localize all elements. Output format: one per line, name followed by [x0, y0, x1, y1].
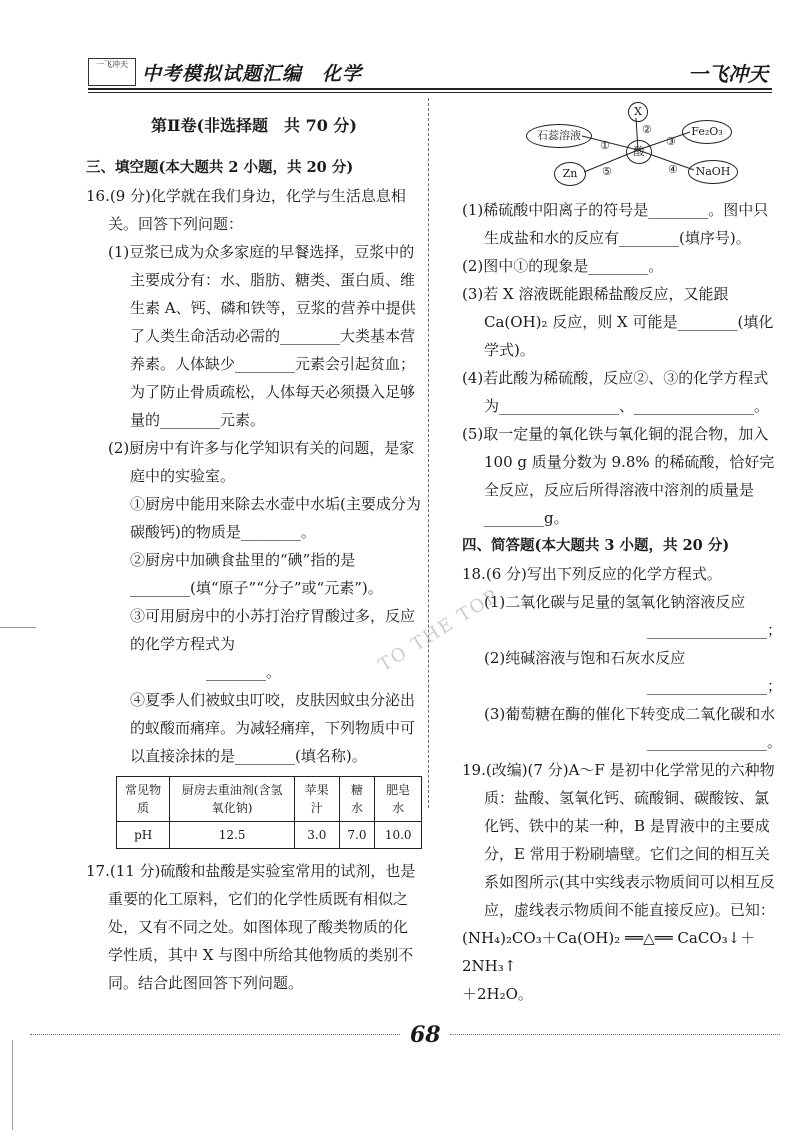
label-4: ④: [668, 163, 678, 176]
right-column: [462, 98, 782, 1008]
label-2: ②: [642, 123, 652, 136]
q17-part5: (5)取一定量的氧化铁与氧化铜的混合物，加入 100 g 质量分数为 9.8% 的稀硫酸，恰好完全反应，反应后所得溶液中溶剂的质量是________g。: [462, 425, 775, 527]
margin-mark: [12, 1040, 13, 1130]
ph-cell: 苹果汁: [294, 777, 339, 822]
q17-head: 17.(11 分)硫酸和盐酸是实验室常用的试剂，也是重要的化工原料，它们的化学性质既有相似之处，又有不同之处。如图体现了酸类物质的化学性质，其中 X 与图中所给其他物质的类别不同。结合此图回答下列问题。: [86, 862, 416, 992]
q18-a1: (1)二氧化碳与足量的氢氧化钠溶液反应: [484, 593, 746, 611]
label-5: ⑤: [602, 165, 612, 178]
q18-a2-blank: ________________；: [646, 677, 782, 695]
q18-a1-blank: ________________；: [646, 621, 782, 639]
section-title: 第Ⅱ卷(非选择题 共 70 分): [150, 116, 358, 135]
header-brand: 一飞冲天: [688, 62, 768, 86]
footer-rule-right: [450, 1034, 780, 1035]
q16-sub3-blank: ________。: [206, 663, 282, 681]
page-number: 68: [410, 1022, 441, 1048]
ph-cell: 3.0: [294, 822, 339, 849]
header-logo: 一飞冲天: [88, 58, 136, 86]
header-rule: [88, 88, 772, 90]
q17-part3: (3)若 X 溶液既能跟稀盐酸反应，又能跟 Ca(OH)₂ 反应，则 X 可能是________(填化学式)。: [462, 285, 774, 359]
q16-part2: (2)厨房中有许多与化学知识有关的问题，是家庭中的实验室。: [108, 439, 415, 485]
header-title: 中考模拟试题汇编 化学: [142, 63, 363, 85]
node-acid: 酸: [626, 140, 652, 164]
q16-head: 16.(9 分)化学就在我们身边，化学与生活息息相关。回答下列问题：: [86, 187, 406, 233]
q19-equation-cont: ＋2H₂O。: [462, 985, 533, 1003]
ph-cell: 肥皂水: [375, 777, 422, 822]
q16-sub1: ①厨房中能用来除去水壶中水垢(主要成分为碳酸钙)的物质是________。: [130, 495, 421, 541]
header-rule-thin: [88, 92, 772, 93]
q16-sub4: ④夏季人们被蚊虫叮咬，皮肤因蚊虫分泌出的蚁酸而痛痒。为减轻痛痒，下列物质中可以直接涂抹的是________(填名称)。: [130, 691, 416, 765]
node-litmus: 石蕊溶液: [526, 124, 592, 148]
margin-dash: [0, 627, 36, 628]
ph-cell: 7.0: [339, 822, 375, 849]
q18-a3-blank: ________________。: [646, 733, 782, 751]
ph-cell: pH: [117, 822, 170, 849]
sec4-title: 四、简答题(本大题共 3 小题，共 20 分): [462, 537, 730, 554]
ph-cell: 10.0: [375, 822, 422, 849]
q16-part1: (1)豆浆已成为众多家庭的早餐选择，豆浆中的主要成分有：水、脂肪、糖类、蛋白质、维生素 A、钙、磷和铁等，豆浆的营养中提供了人类生命活动必需的________大类基本营养素。人体缺少________元素会引起贫血；为了防止骨质疏松，人体每天必须摄入足够量的________元素。: [108, 243, 416, 429]
q16-sub3: ③可用厨房中的小苏打治疗胃酸过多，反应的化学方程式为: [130, 607, 416, 653]
sec3-title: 三、填空题(本大题共 2 小题，共 20 分): [86, 159, 354, 176]
acid-diagram: [462, 98, 782, 188]
ph-cell: 厨房去重油剂(含氢氧化钠): [170, 777, 295, 822]
q18-a2: (2)纯碱溶液与饱和石灰水反应: [484, 649, 686, 667]
q18-head: 18.(6 分)写出下列反应的化学方程式。: [462, 565, 722, 583]
node-zn: Zn: [554, 162, 586, 186]
label-3: ③: [666, 135, 676, 148]
ph-table: [116, 776, 422, 849]
ph-cell: 12.5: [170, 822, 295, 849]
node-x: X: [628, 102, 648, 122]
ph-cell: 糖水: [339, 777, 375, 822]
q18-a3: (3)葡萄糖在酶的催化下转变成二氧化碳和水: [484, 705, 776, 723]
node-naoh: NaOH: [688, 160, 738, 184]
column-separator: [428, 98, 429, 808]
node-fe2o3: Fe₂O₃: [682, 120, 732, 144]
q19-equation: (NH₄)₂CO₃＋Ca(OH)₂ ══△══ CaCO₃↓＋2NH₃↑: [462, 929, 756, 975]
q17-part2: (2)图中①的现象是________。: [462, 257, 664, 275]
ph-cell: 常见物质: [117, 777, 170, 822]
watermark: TO THE TOP: [374, 585, 504, 676]
footer-rule-left: [30, 1034, 400, 1035]
q16-sub2: ②厨房中加碘食盐里的“碘”指的是________(填“原子”“分子”或“元素”)。: [130, 551, 383, 597]
left-column: [86, 112, 422, 997]
label-1: ①: [600, 139, 610, 152]
q19-head: 19.(改编)(7 分)A～F 是初中化学常见的六种物质：盐酸、氢氧化钙、硫酸铜、碳酸铵、氯化钙、铁中的某一种，B 是胃液中的主要成分，E 常用于粉刷墙壁。它们之间的相互关系如图所示(其中实线表示物质间可以相互反应，虚线表示物质间不能直接反应)。已知：: [462, 761, 775, 919]
q17-part1: (1)稀硫酸中阳离子的符号是________。图中只生成盐和水的反应有________(填序号)。: [462, 201, 769, 247]
q17-part4: (4)若此酸为稀硫酸，反应②、③的化学方程式为________________、________________。: [462, 369, 770, 415]
